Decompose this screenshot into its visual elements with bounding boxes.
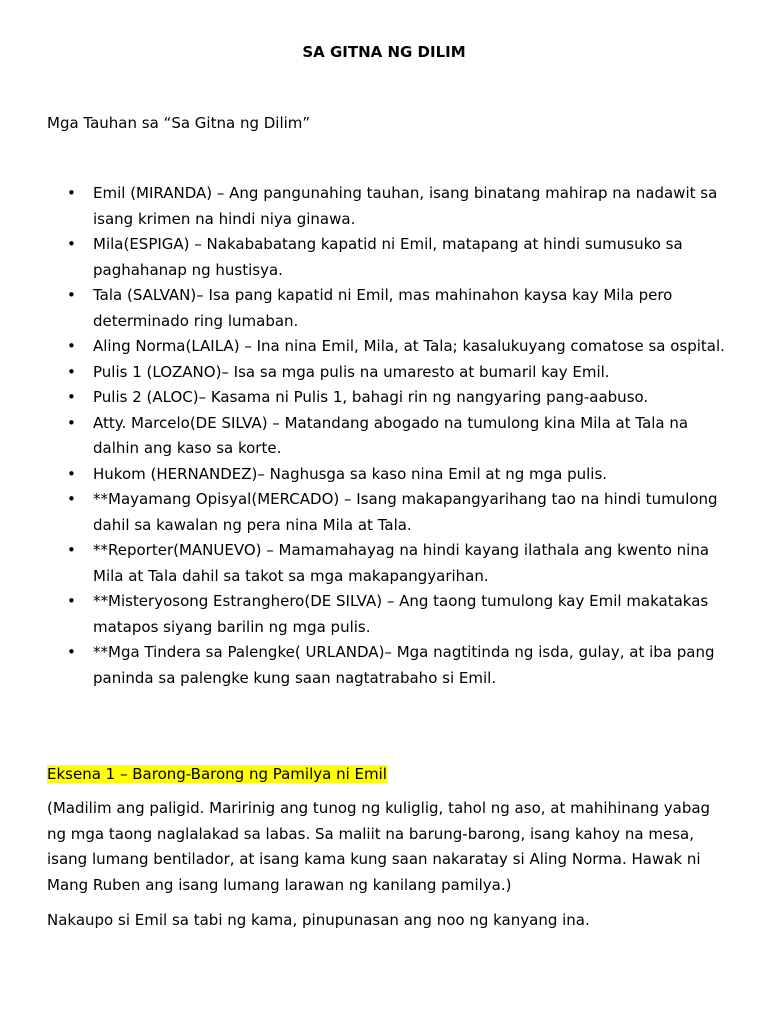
bullet-icon: • (67, 286, 76, 304)
list-item (47, 538, 727, 589)
character-description: Tala (SALVAN)– Isa pang kapatid ni Emil, mas mahinahon kaysa kay Mila pero determinado ring lumaban. (93, 286, 673, 330)
scene-heading-text: Eksena 1 – Barong-Barong ng Pamilya ni Emil (47, 765, 387, 783)
list-item (47, 283, 727, 334)
list-item (47, 411, 727, 462)
character-description: **Misteryosong Estranghero(DE SILVA) – Ang taong tumulong kay Emil makatakas matapos siyang barilin ng mga pulis. (93, 592, 709, 636)
list-item (47, 385, 727, 411)
bullet-icon: • (67, 592, 76, 610)
list-item (47, 487, 727, 538)
list-item (47, 360, 727, 386)
list-item (47, 334, 727, 360)
character-description: Atty. Marcelo(DE SILVA) – Matandang abogado na tumulong kina Mila at Tala na dalhin ang kaso sa korte. (93, 413, 689, 457)
character-description: Pulis 1 (LOZANO)– Isa sa mga pulis na umaresto at bumaril kay Emil. (93, 362, 610, 381)
character-description: **Mayamang Opisyal(MERCADO) – Isang makapangyarihang tao na hindi tumulong dahil sa kawalan ng pera nina Mila at Tala. (93, 490, 718, 534)
scene-heading (47, 764, 387, 784)
character-description: **Reporter(MANUEVO) – Mamamahayag na hindi kayang ilathala ang kwento nina Mila at Tala dahil sa takot sa mga makapangyarihan. (93, 541, 710, 585)
scene-paragraph: Nakaupo si Emil sa tabi ng kama, pinupunasan ang noo ng kanyang ina. (47, 911, 590, 929)
character-description: Pulis 2 (ALOC)– Kasama ni Pulis 1, bahagi rin ng nangyaring pang-aabuso. (93, 388, 649, 406)
character-description: **Mga Tindera sa Palengke( URLANDA)– Mga nagtitinda ng isda, gulay, at iba pang paninda sa palengke kung saan nagtatrabaho si Emil. (93, 643, 715, 687)
list-item (47, 181, 727, 232)
scene-paragraph: (Madilim ang paligid. Maririnig ang tunog ng kuliglig, tahol ng aso, at mahihinang yabag ng mga taong naglalakad sa labas. Sa maliit na barung-barong, isang kahoy na mesa, isang lumang bentilador, at isang kama kung saan nakaratay si Aling Norma. Hawak ni Mang Ruben ang isang lumang larawan ng kanilang pamilya.) (47, 799, 711, 894)
bullet-icon: • (67, 235, 76, 253)
bullet-icon: • (67, 464, 76, 483)
list-item (47, 232, 727, 283)
bullet-icon: • (67, 184, 76, 202)
character-description: Emil (MIRANDA) – Ang pangunahing tauhan, isang binatang mahirap na nadawit sa isang krimen na hindi niya ginawa. (93, 184, 718, 228)
bullet-icon: • (67, 337, 76, 355)
character-list (47, 181, 727, 691)
list-item (47, 589, 727, 640)
character-description: Mila(ESPIGA) – Nakababatang kapatid ni Emil, matapang at hindi sumusuko sa paghahanap ng hustisya. (93, 235, 683, 279)
list-item (47, 462, 727, 488)
list-item (47, 640, 727, 691)
bullet-icon: • (67, 490, 76, 508)
bullet-icon: • (67, 388, 76, 406)
document-title: SA GITNA NG DILIM (302, 43, 466, 61)
bullet-icon: • (67, 541, 76, 559)
character-description: Hukom (HERNANDEZ)– Naghusga sa kaso nina Emil at ng mga pulis. (93, 464, 608, 483)
bullet-icon: • (67, 413, 76, 432)
bullet-icon: • (67, 643, 76, 661)
character-description: Aling Norma(LAILA) – Ina nina Emil, Mila, at Tala; kasalukuyang comatose sa ospital. (93, 337, 725, 355)
bullet-icon: • (67, 362, 76, 381)
characters-subtitle: Mga Tauhan sa “Sa Gitna ng Dilim” (47, 114, 311, 132)
